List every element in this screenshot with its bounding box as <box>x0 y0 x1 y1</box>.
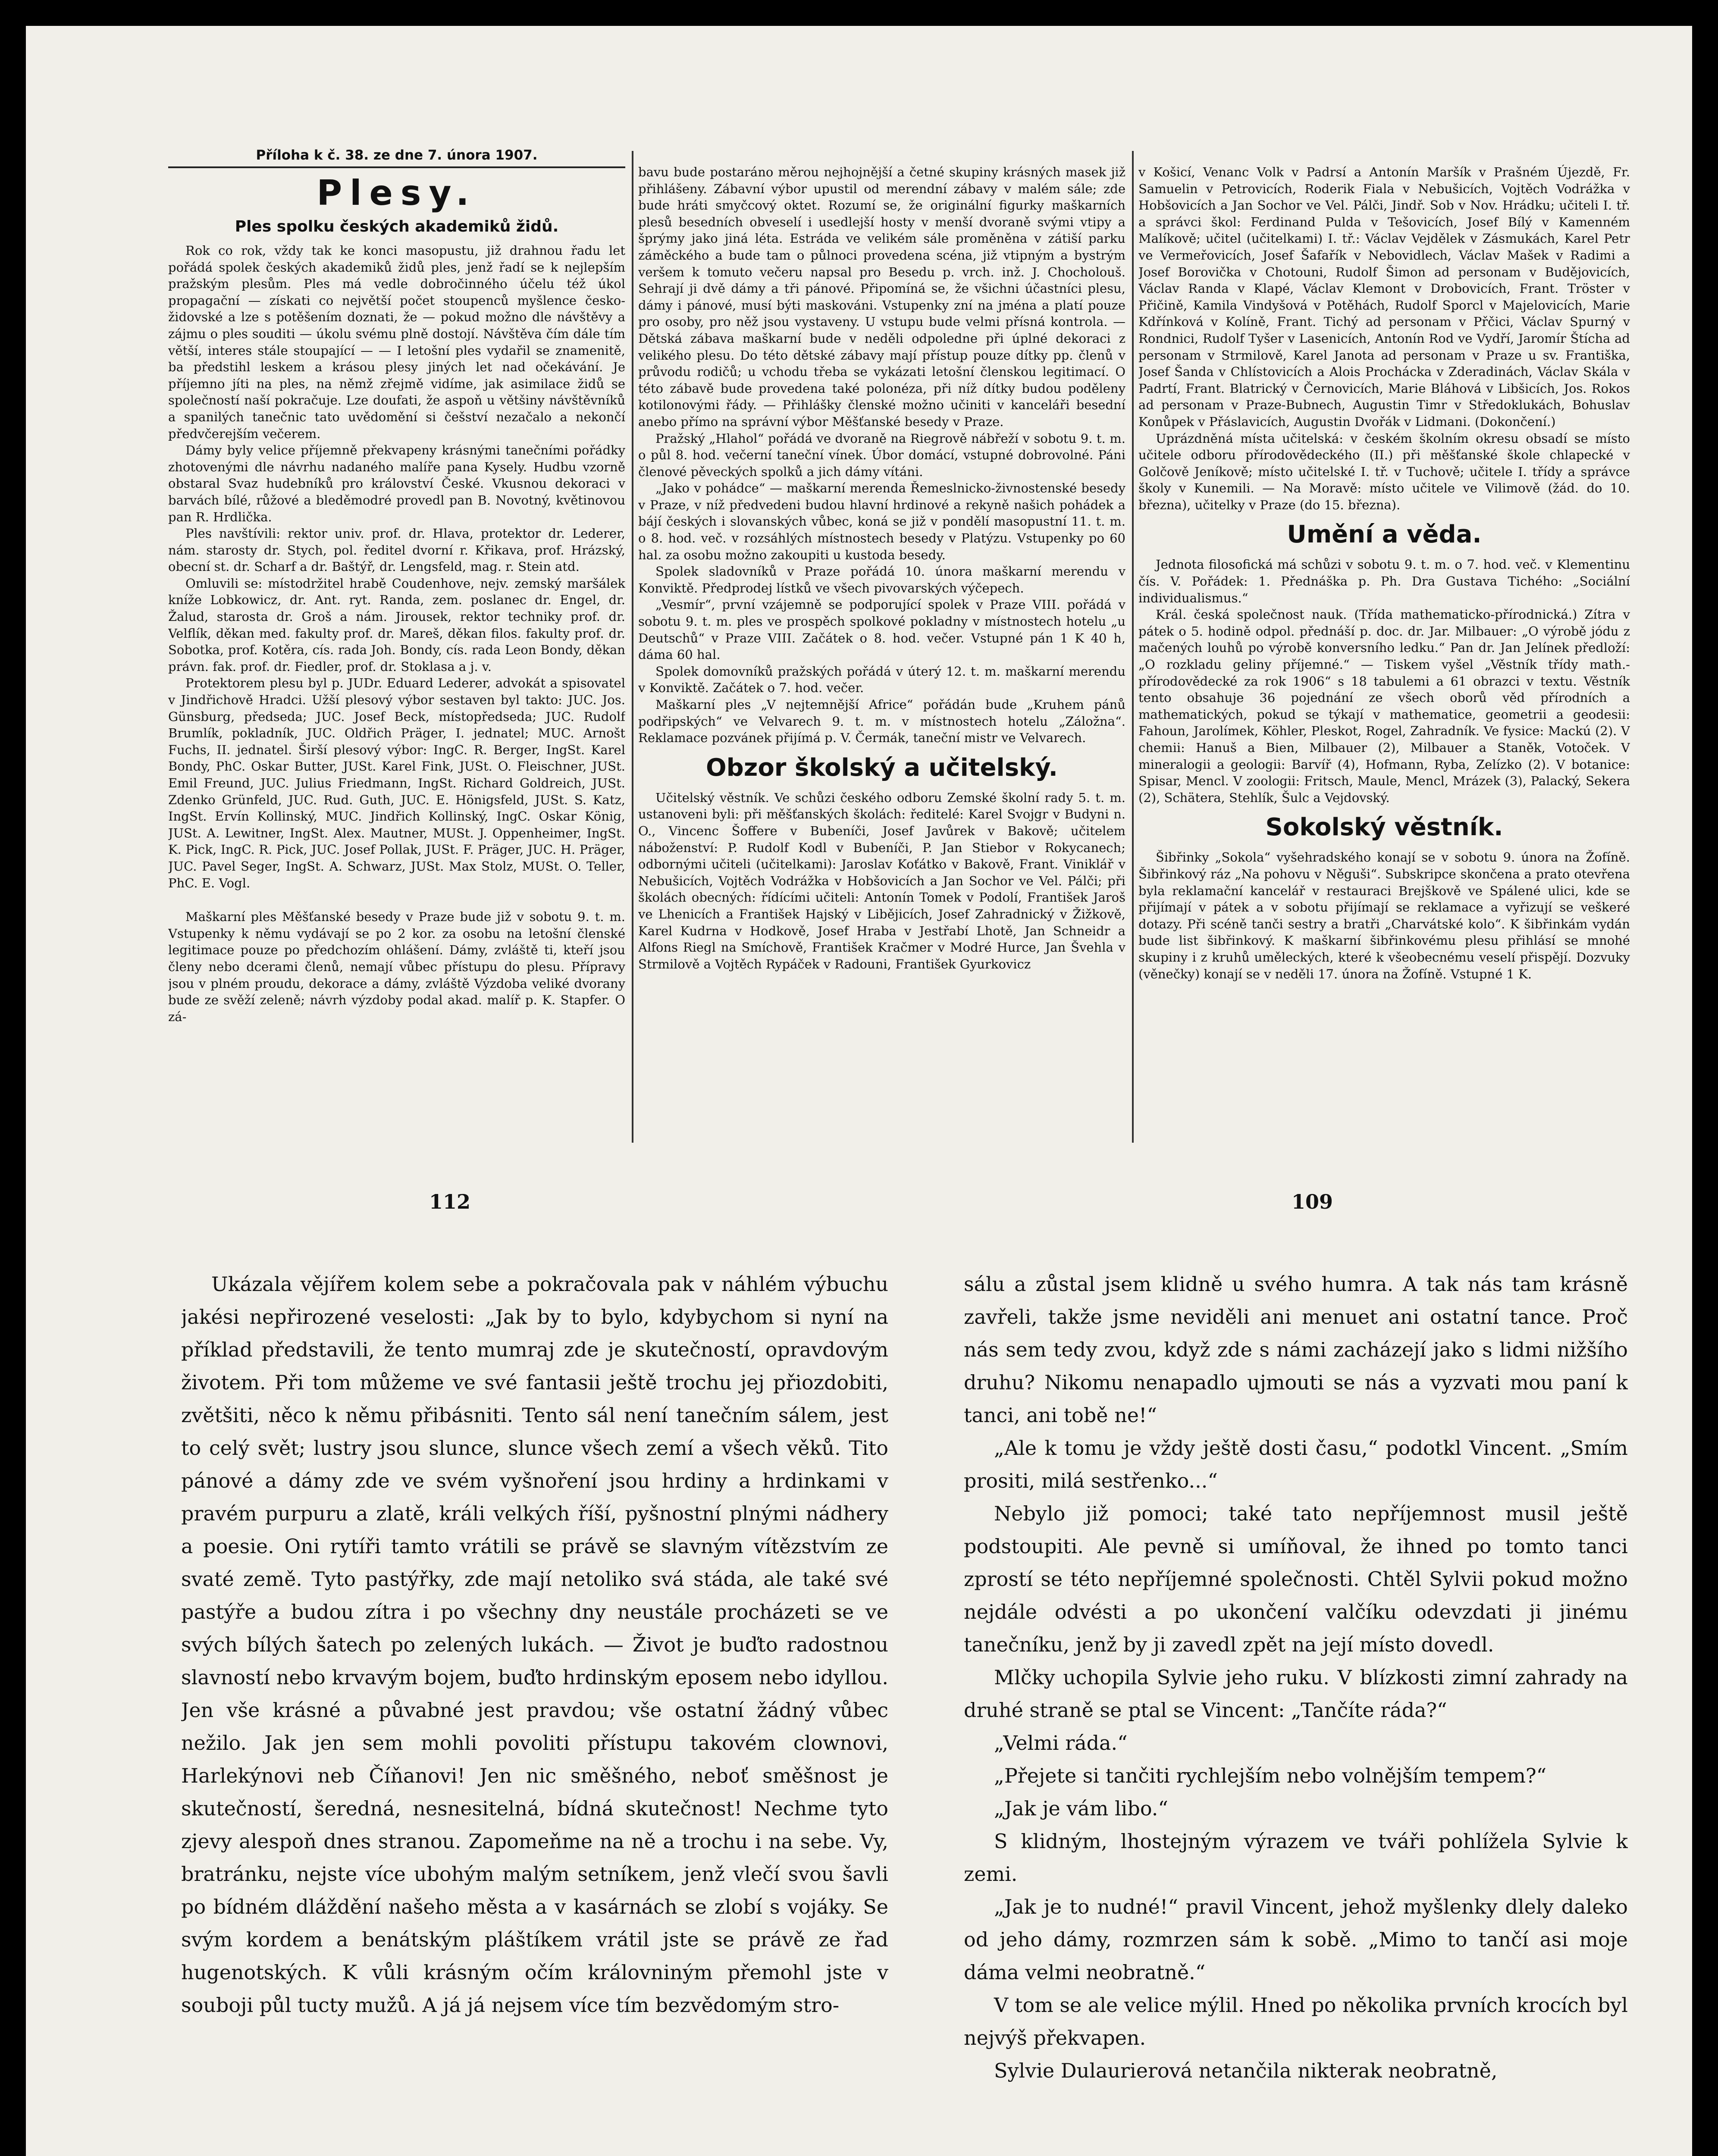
book-paragraph: Sylvie Dulaurierová netančila nikterak neobratně, <box>994 2059 1498 2082</box>
book-paragraph: „Jak je vám libo.“ <box>994 1797 1168 1820</box>
newspaper-column-3 <box>1138 164 1630 1147</box>
paragraph: Maškarní ples „V nejtemnější Africe“ pořádán bude „Kruhem pánů podřipských“ ve Velvarech 9. t. m. v místnostech hotelu „Záložna“. Reklamace pozvánek přijímá p. V. Čermák, taneční mistr ve Velvarech. <box>638 697 1125 746</box>
paragraph: Spolek sladovníků v Praze pořádá 10. února maškarní merendu v Konviktě. Předprodej lístků ve všech pivovarských výčepech. <box>638 564 1125 595</box>
paragraph: bavu bude postaráno měrou nejhojnější a četné skupiny krásných masek již přihlášeny. Zábavní výbor upustil od merendní zábavy v malém sále; zde bude hráti smyčcový oktet. Rozumí se, že originální figurky maškarních plesů besedních obveselí i usedlejší hosty v menší dvoraně svými vtipy a šprýmy jako jiná léta. Estráda ve velikém sále proměněna v zátiší parku záměckého a bude tam o půlnoci provedena scéna, již vtipným a bystrým veršem k tomuto večeru napsal pro Besedu p. vrch. inž. J. Chocholouš. Sehrají ji dvě dámy a tři pánové. Připomíná se, že všichni účastníci plesu, dámy i pánové, musí býti maskováni. Vstupenky zní na jména a platí pouze pro osoby, pro něž jsou vystaveny. U vstupu bude velmi přísná kontrola. — Dětská zábava maškarní bude v neděli odpoledne při úplné dekoraci z velikého plesu. Do této dětské zábavy mají přístup pouze dítky pp. členů v průvodu rodičů; u vchodu třeba se vykázati letošní členskou legitimací. O této zábavě bude provedena také polonéza, při níž dítky budou poděleny kotilonovými řády. — Přihlášky členské možno učiniti v kanceláři besední anebo přímo na správní výbor Měšťanské besedy v Praze. <box>638 165 1125 429</box>
book-paragraph: „Velmi ráda.“ <box>994 1731 1128 1755</box>
supplement-header: Příloha k č. 38. ze dne 7. února 1907. <box>256 147 538 163</box>
section-heading-school: Obzor školský a učitelský. <box>706 753 1058 782</box>
paragraph: Spolek domovníků pražských pořádá v úterý 12. t. m. maškarní merendu v Konviktě. Začátek o 7. hod. večer. <box>638 664 1125 696</box>
book-paragraph: Nebylo již pomoci; také tato nepříjemnost musil ještě podstoupiti. Ale pevně si umíňoval, že ihned po tomto tanci zprostí se této nepříjemné společnosti. Chtěl Sylvii pokud možno nejdále odvésti a po ukončení valčíku odevzdati ji jinému tanečníku, jenž by ji zavedl zpět na její místo dovedl. <box>964 1502 1628 1656</box>
paragraph: Šibřinky „Sokola“ vyšehradského konají se v sobotu 9. února na Žofíně. Šibřinkový ráz „Na pohovu v Něguši“. Subskripce skončena a prato otevřena byla reklamační kancelář v restauraci Brejškově ve Spálené ulici, kde se přijímají v pátek a v sobotu přijímají se reklamace a vyřizují se veškeré dotazy. Při scéně tanči sestry a bratři „Charvátské kolo“. K šibřinkám vydán bude list šibřinkový. K maškarní šibřinkovému plesu přihlásí se mnohé skupiny i z kruhů uměleckých, které k všeobecnému veselí přispějí. Dozvuky (věnečky) konají se v neděli 17. února na Žofíně. Vstupné 1 K. <box>1138 850 1630 981</box>
paragraph: Učitelský věstník. Ve schůzi českého odboru Zemské školní rady 5. t. m. ustanoveni byli: při měšťanských školách: ředitelé: Karel Svojgr v Budyni n. O., Vincenc Šoffere v Bubeníči, Josef Javůrek v Bakově; učitelem náboženství: P. Rudolf Kodl v Bubeníči, P. Jan Stiebor v Rokycanech; odbornými učiteli (učitelkami): Jaroslav Koťátko v Bakově, Frant. Viniklář v Nebušicích, Vojtěch Vodrážka v Hobšovicích a Jan Sochor ve Vel. Pálči; při školách obecných: řídícími učiteli: Antonín Tomek v Podolí, František Jaroš ve Lhenicích a František Hajský v Libějicích, Josef Zahradnický v Žižkově, Karel Kudrna v Hodkově, Josef Hraba v Jestřabí Lhotě, Jan Schneidr a Alfons Riegl na Smíchově, František Kračmer v Modré Hurce, Jan Švehla v Strmilově a Vojtěch Rypáček v Radouni, František Gyurkovicz <box>638 790 1125 971</box>
section-heading-sokol: Sokolský věstník. <box>1265 813 1503 842</box>
book-page-right <box>964 1268 1628 2156</box>
book-paragraph: „Přejete si tančiti rychlejším nebo volnějším tempem?“ <box>994 1764 1547 1787</box>
left-page-number: 112 <box>429 1190 471 1213</box>
section-heading-art: Umění a věda. <box>1287 520 1482 549</box>
scanned-page <box>26 26 1692 2156</box>
book-paragraph: „Jak je to nudné!“ pravil Vincent, jehož myšlenky dlely daleko od jeho dámy, rozmrzen sám k sobě. „Mimo to tančí asi moje dáma velmi neobratně.“ <box>964 1895 1628 1984</box>
book-paragraph: sálu a zůstal jsem klidně u svého humra. A tak nás tam krásně zavřeli, takže jsme neviděli ani menuet ani ostatní tance. Proč nás sem tedy zvou, když zde s námi zacházejí jako s lidmi nižšího druhu? Nikomu nenapadlo ujmouti se nás a vyzvati mou paní k tanci, ani tobě ne!“ <box>964 1272 1628 1427</box>
paragraph: „Vesmír“, první vzájemně se podporující spolek v Praze VIII. pořádá v sobotu 9. t. m. ples ve prospěch spolkové pokladny v místnostech hotelu „u Deutschů“ v Praze VIII. Začátek o 8. hod. večer. Vstupné pán 1 K 40 h, dáma 60 hal. <box>638 597 1125 662</box>
column-divider <box>1132 151 1134 1143</box>
book-paragraph: S klidným, lhostejným výrazem ve tváři pohlížela Sylvie k zemi. <box>964 1830 1628 1886</box>
newspaper-column-2 <box>638 164 1125 1147</box>
paragraph: Protektorem plesu byl p. JUDr. Eduard Lederer, advokát a spisovatel v Jindřichově Hradci. Užší plesový výbor sestaven byl takto: JUC. Jos. Günsburg, předseda; JUC. Josef Beck, místopředseda; JUC. Rudolf Brumlík, pokladník, JUC. Oldřich Präger, I. jednatel; MUC. Arnošt Fuchs, II. jednatel. Širší plesový výbor: IngC. R. Berger, IngSt. Karel Bondy, PhC. Oskar Butter, JUSt. Karel Fink, JUSt. O. Fleischner, JUSt. Emil Freund, JUC. Julius Friedmann, IngSt. Richard Goldreich, JUSt. Zdenko Grünfeld, JUC. Rud. Guth, JUC. E. Hönigsfeld, JUSt. S. Katz, IngSt. Ervín Kollinský, MUC. Jindřich Kollinský, IngC. Oskar König, JUSt. A. Lewitner, IngSt. Alex. Mautner, MUSt. J. Oppenheimer, IngSt. K. Pick, IngC. R. Pick, JUC. Josef Pollak, JUSt. F. Präger, JUC. H. Präger, JUC. Pavel Seger, IngSt. A. Schwarz, JUSt. Max Stolz, MUSt. O. Teller, PhC. E. Vogl. <box>168 676 625 890</box>
newspaper-column-1 <box>168 147 625 1147</box>
header-rule <box>168 166 625 168</box>
paragraph: Rok co rok, vždy tak ke konci masopustu, již drahnou řadu let pořádá spolek českých akademiků židů ples, jenž řadí se k nejlepším pražským plesům. Ples má vedle dobročinného účelu též úkol propagační — získati co největší počet stoupenců myšlence česko-židovské a lze s potěšením doznati, že — pokud možno dle návštěvy a zájmu o ples souditi — úkolu svému plně dostojí. Návštěva čím dále tím větší, interes stále stoupající — — I letošní ples vydařil se znamenitě, ba předstihl leskem a krásou plesy jiných let nad očekávání. Je příjemno jíti na ples, na němž zřejmě vidíme, jak asimilace židů se společností naší pokračuje. Lze doufati, že aspoň u většiny návštěvníků a spanilých tanečnic tato uvědomění si češství nezačalo a nekončí předvčerejším večerem. <box>168 243 625 441</box>
paragraph: „Jako v pohádce“ — maškarní merenda Řemeslnicko-živnostenské besedy v Praze, v níž předvedeni budou hlavní hrdinové a rekyně našich pohádek a bájí českých i slovanských vůbec, koná se již v pondělí masopustní 11. t. m. o 8. hod. več. v rozsáhlých místnostech besedy v Platýzu. Vstupenky po 60 hal. za osobu možno zakoupiti u kustoda besedy. <box>638 481 1125 562</box>
paragraph: Ples navštívili: rektor univ. prof. dr. Hlava, protektor dr. Lederer, nám. starosty dr. Stych, pol. ředitel dvorní r. Křikava, prof. Hrázský, obecní st. dr. Scharf a dr. Baštýř, dr. Lengsfeld, mag. r. Stein atd. <box>168 526 625 574</box>
article-headline: Ples spolku českých akademiků židů. <box>235 218 559 235</box>
book-paragraph: Mlčky uchopila Sylvie jeho ruku. V blízkosti zimní zahrady na druhé straně se ptal se Vincent: „Tančíte ráda?“ <box>964 1666 1628 1722</box>
book-paragraph: Ukázala vějířem kolem sebe a pokračovala pak v náhlém výbuchu jakési nepřirozené veselosti: „Jak by to bylo, kdybychom si nyní na příklad představili, že tento mumraj zde je skutečností, opravdovým životem. Při tom můžeme ve své fantasii ještě trochu jej přiozdobiti, zvětšiti, něco k němu přibásniti. Tento sál není tanečním sálem, jest to celý svět; lustry jsou slunce, slunce všech zemí a všech věků. Tito pánové a dámy zde ve svém vyšnoření jsou hrdiny a hrdinkami v pravém purpuru a zlatě, králi velkých říší, pyšnostní plnými nádhery a poesie. Oni rytíři tamto vrátili se právě se slavným vítězstvím ze svaté země. Tyto pastýřky, zde mají netoliko svá stáda, ale také své pastýře a budou zítra i po všechny dny neustále procházeti se ve svých bílých šatech po zelených lukách. — Život je buďto radostnou slavností nebo krvavým bojem, buďto hrdinským eposem nebo idyllou. Jen vše krásné a půvabné jest pravdou; vše ostatní žádný vůbec nežilo. Jak jen sem mohli povoliti přístupu takovém clownovi, Harlekýnovi neb Číňanovi! Jen nic směšného, neboť směšnost je skutečností, šeredná, nesnesitelná, bídná skutečnost! Nechme tyto zjevy alespoň dnes stranou. Zapomeňme na ně a trochu i na sebe. Vy, bratránku, nejste více ubohým malým setníkem, jenž vlečí svou šavli po bídném dláždění našeho města a v kasárnách se zlobí s vojáky. Se svým kordem a benátským pláštíkem vrátil jste se právě ze řad hugenotských. K vůli krásným očím královniným přemohl jste v souboji půl tucty mužů. A já já nejsem více tím bezvědomým stro- <box>181 1272 888 2017</box>
book-paragraph: „Ale k tomu je vždy ještě dosti času,“ podotkl Vincent. „Smím prositi, milá sestřenko...“ <box>964 1436 1628 1492</box>
paragraph: Král. česká společnost nauk. (Třída mathematicko-přírodnická.) Zítra v pátek o 5. hodině odpol. přednáší p. doc. dr. Jar. Milbauer: „O výrobě jódu z mačených louhů po výrobě konversního ledku.“ Pan dr. Jan Jelínek předloží: „O rozkladu geliny příjemné.“ — Tiskem vyšel „Věstník třídy math.-přírodovědecké za rok 1906“ s 18 tabulemi a 61 obrazci v textu. Věstník tento obsahuje 36 pojednání ze všech oborů věd přírodních a mathematických, pokud se týkají v mathematice, geometrii a geodesii: Fahoun, Jarolímek, Köhler, Pleskot, Rogel, Zahradník. Ve fysice: Mackú (2). V chemii: Hanuš a Bien, Milbauer (2), Milbauer a Staněk, Votoček. V mineralogii a geologii: Barvíř (4), Hofmann, Ryba, Zelízko (2). V botanice: Spisar, Mencl. V zoologii: Fritsch, Maule, Mencl, Mrázek (3), Palacký, Sekera (2), Schätera, Stehlík, Šulc a Vejdovský. <box>1138 607 1630 805</box>
book-page-left <box>181 1268 888 2156</box>
book-paragraph: V tom se ale velice mýlil. Hned po několika prvních krocích byl nejvýš překvapen. <box>964 1993 1628 2049</box>
paragraph: Maškarní ples Měšťanské besedy v Praze bude již v sobotu 9. t. m. Vstupenky k němu vydávají se po 2 kor. za osobu na letošní členské legitimace pouze po předchozím ohlášení. Dámy, zvláště ti, kteří jsou členy nebo dcerami členů, nemají vůbec přístupu do plesu. Přípravy jsou v plném proudu, dekorace a dámy, zvláště Výzdoba veliké dvorany bude ze svěží zeleně; návrh výzdoby podal akad. malíř p. K. Stapfer. O zá- <box>168 909 625 1024</box>
paragraph: v Košicí, Venanc Volk v Padrsí a Antonín Maršík v Prašném Újezdě, Fr. Samuelin v Petrovicích, Roderik Fiala v Nebušicích, Vojtěch Vodrážka v Hobšovicích a Jan Sochor ve Vel. Pálči, Jindř. Sob v Nov. Hrádku; učiteli I. tř. a správci škol: Ferdinand Pulda v Tešovicích, Josef Bílý v Kamenném Malíkově; učitel (učitelkami) I. tř.: Václav Vejdělek v Zásmukách, Karel Petr ve Vermeřovicích, Josef Šafařík v Nebovidlech, Václav Mašek v Radimi a Josef Borovička v Chotouni, Rudolf Šimon ad personam v Budějovicích, Václav Randa v Klapé, Václav Klemont v Drobovicích, Frant. Tröster v Přičině, Kamila Vindyšová v Potěhách, Rudolf Sporcl v Majelovicích, Marie Kdřínková v Kolíně, Frant. Tichý ad personam v Přčici, Václav Spurný v Rondnici, Rudolf Tyšer v Lasenicích, Antonín Rod ve Vydří, Jaromír Štícha ad personam v Strmilově, Karel Janota ad personam v Praze u sv. Františka, Josef Šanda v Chlístovicích a Alois Prochácka v Zderadinách, Václav Skála v Padrtí, Frant. Blatrický v Černovicích, Marie Bláhová v Libšicích, Jos. Rokos ad personam v Praze-Bubnech, Augustin Timr v Středoklukách, Bohuslav Konůpek v Přáslavicích, Augustin Dvořák v Lidmani. (Dokončení.) <box>1138 165 1630 429</box>
paragraph: Pražský „Hlahol“ pořádá ve dvoraně na Riegrově nábřeží v sobotu 9. t. m. o půl 8. hod. večerní taneční vínek. Úbor domácí, vstupné dobrovolné. Páni členové pěveckých spolků a jich dámy vítáni. <box>638 431 1125 479</box>
column-divider <box>632 151 633 1143</box>
paragraph: Jednota filosofická má schůzi v sobotu 9. t. m. o 7. hod. več. v Klementinu čís. V. Pořádek: 1. Přednáška p. Ph. Dra Gustava Tichého: „Sociální individualismus.“ <box>1138 557 1630 605</box>
paragraph: Uprázdněná místa učitelská: v českém školním okresu obsadí se místo učitele odboru přírodovědeckého (II.) při měšťanské škole chlapecké v Golčově Jeníkově; místo učitelské I. tř. v Tuchově; učitele I. třídy a správce školy v Kunemili. — Na Moravě: místo učitele ve Vilimově (žád. do 10. března), učitelky v Praze (do 15. března). <box>1138 431 1630 512</box>
paragraph: Omluvili se: místodržitel hrabě Coudenhove, nejv. zemský maršálek kníže Lobkowicz, dr. Ant. ryt. Randa, zem. poslanec dr. Engel, dr. Žalud, starosta dr. Groš a nám. Jirousek, rektor techniky prof. dr. Velflík, děkan med. fakulty prof. dr. Mareš, děkan filos. fakulty prof. dr. Sobotka, prof. Kotěra, cís. rada Joh. Bondy, cís. rada Leon Bondy, děkan právn. fak. prof. dr. Fiedler, prof. dr. Stoklasa a j. v. <box>168 576 625 674</box>
section-title-plesy: Plesy. <box>317 173 477 213</box>
right-page-number: 109 <box>1292 1190 1333 1213</box>
paragraph: Dámy byly velice příjemně překvapeny krásnými tanečními pořádky zhotovenými dle návrhu nadaného malíře pana Kysely. Hudbu vzorně obstaral Svaz hudebníků pro království České. Vkusnou dekoraci v barvách bílé, růžové a bleděmodré provedl pan B. Novotný, květinovou pan R. Hrdlička. <box>168 443 625 524</box>
